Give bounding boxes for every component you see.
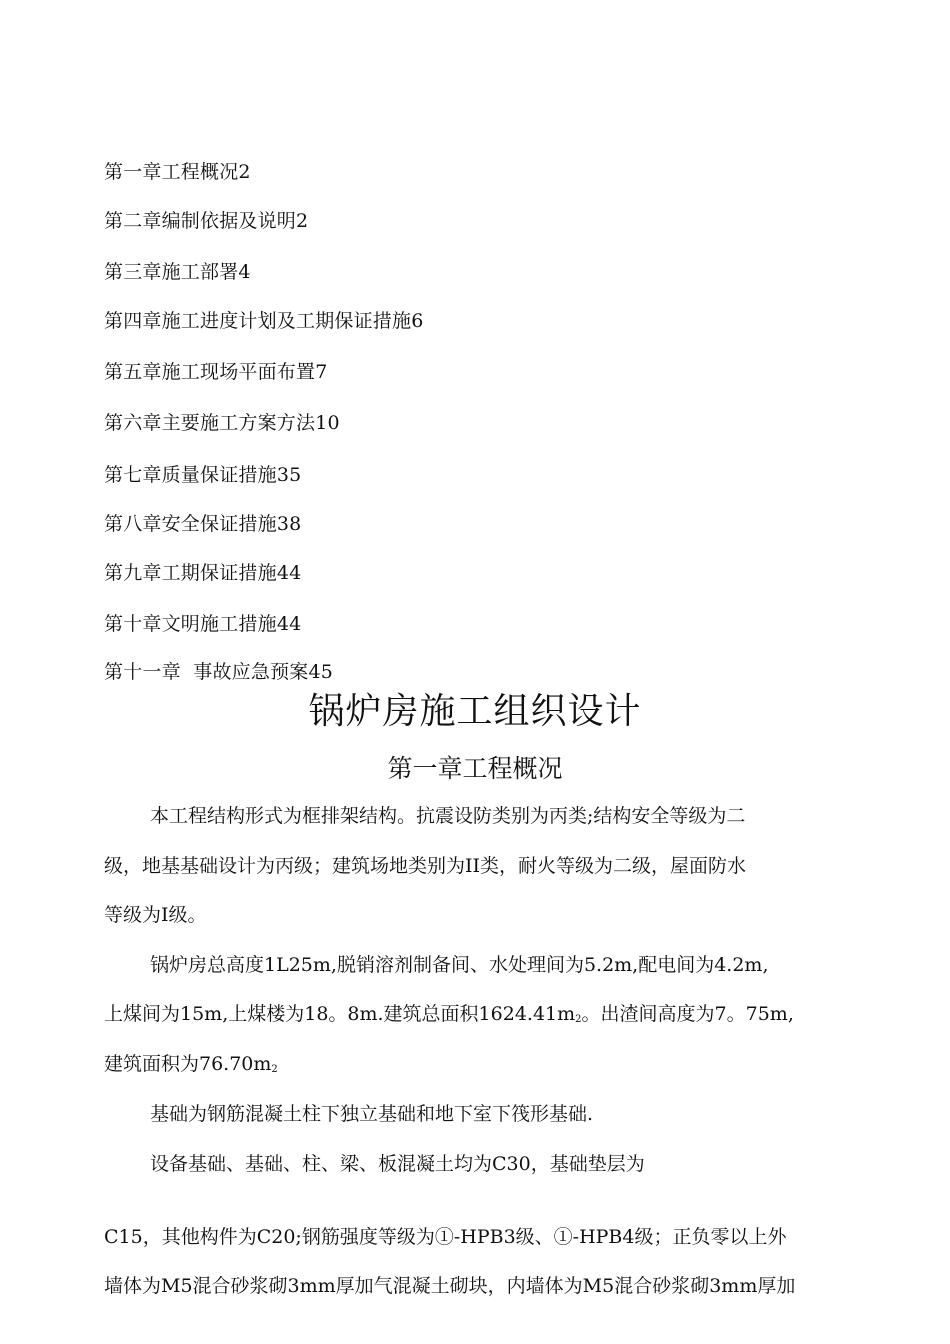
- text-run: 建筑面积为76.70m: [104, 1053, 272, 1075]
- toc-item[interactable]: [104, 209, 308, 233]
- toc-item-label: 第七章质量保证措施: [104, 464, 277, 486]
- superscript-unit: 2: [575, 1014, 582, 1025]
- toc-item-page: 45: [308, 661, 334, 683]
- toc-item[interactable]: [104, 309, 424, 333]
- text-run: 。出渣间高度为7。75m,: [581, 1003, 794, 1025]
- paragraph-line: 级，地基基础设计为丙级；建筑场地类别为II类，耐火等级为二级，屋面防水: [104, 855, 747, 877]
- toc-item-page: 38: [276, 513, 302, 535]
- paragraph-line: 墙体为M5混合砂浆砌3mm厚加气混凝土砌块，内墙体为M5混合砂浆砌3mm厚加: [104, 1275, 796, 1297]
- toc-item-label: 第一章工程概况: [104, 161, 239, 183]
- paragraph-line: 本工程结构形式为框排架结构。抗震设防类别为丙类;结构安全等级为二: [150, 805, 746, 827]
- document-title: 锅炉房施工组织设计: [308, 691, 642, 732]
- toc-item[interactable]: [104, 411, 340, 435]
- paragraph-line: [104, 1051, 278, 1083]
- toc-item-label: 第三章施工部署: [104, 261, 239, 283]
- toc-item-label: 第六章主要施工方案方法: [104, 412, 316, 434]
- paragraph-line: 基础为钢筋混凝土柱下独立基础和地下室下筏形基础.: [150, 1103, 594, 1125]
- toc-item[interactable]: [104, 160, 251, 184]
- superscript-unit: 2: [271, 1064, 278, 1075]
- toc-item[interactable]: [104, 463, 301, 487]
- toc-item-label: 第五章施工现场平面布置: [104, 361, 316, 383]
- toc-item-page: 35: [276, 464, 302, 486]
- toc-item[interactable]: [104, 260, 251, 284]
- toc-item-page: 44: [276, 613, 302, 635]
- toc-item-label: 第十一章 事故应急预案: [104, 661, 309, 683]
- paragraph-line: 锅炉房总高度1L25m,脱销溶剂制备间、水处理间为5.2m,配电间为4.2m,: [150, 954, 769, 976]
- toc-item-label: 第四章施工进度计划及工期保证措施: [104, 310, 412, 332]
- paragraph-line: 设备基础、基础、柱、梁、板混凝土均为C30，基础垫层为: [150, 1153, 645, 1175]
- paragraph-line: [104, 1001, 794, 1033]
- toc-item-label: 第二章编制依据及说明: [104, 210, 297, 232]
- toc-item-label: 第九章工期保证措施: [104, 562, 277, 584]
- paragraph-line: C15，其他构件为C20;钢筋强度等级为①-HPB3级、①-HPB4级；正负零以上外: [104, 1226, 787, 1248]
- toc-item-page: 2: [296, 210, 309, 232]
- toc-item[interactable]: [104, 512, 301, 536]
- toc-item-label: 第十章文明施工措施: [104, 613, 277, 635]
- toc-item[interactable]: [104, 612, 301, 636]
- toc-item-page: 6: [411, 310, 424, 332]
- toc-item-page: 44: [276, 562, 302, 584]
- toc-item[interactable]: [104, 561, 301, 585]
- toc-item-label: 第八章安全保证措施: [104, 513, 277, 535]
- toc-item-page: 2: [238, 161, 251, 183]
- toc-item-page: 4: [238, 261, 251, 283]
- paragraph-line: 等级为Ⅰ级。: [104, 904, 207, 926]
- toc-item-page: 10: [315, 412, 340, 434]
- text-run: 上煤间为15m,上煤楼为18。8m.建筑总面积1624.41m: [104, 1003, 576, 1025]
- toc-item-page: 7: [315, 361, 328, 383]
- toc-item[interactable]: [104, 360, 328, 384]
- toc-item[interactable]: [104, 660, 333, 684]
- chapter-title: 第一章工程概况: [387, 754, 563, 783]
